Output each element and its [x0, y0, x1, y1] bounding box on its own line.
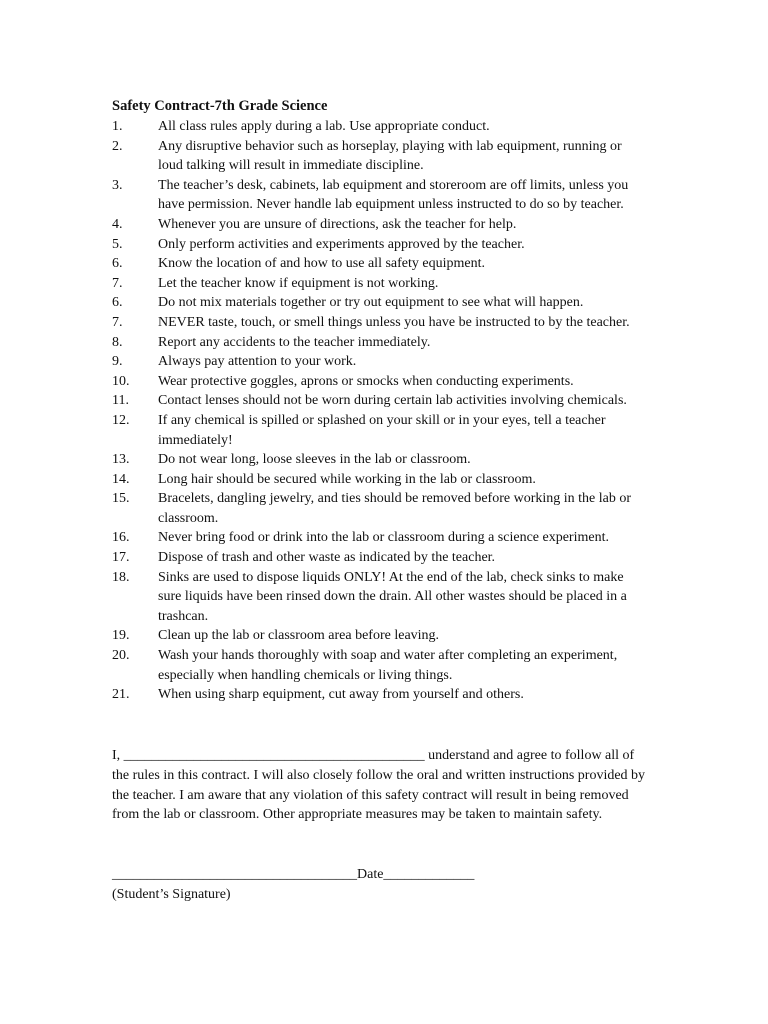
rule-item [112, 411, 672, 450]
rule-item [112, 313, 672, 333]
rule-number: 7. [112, 275, 123, 291]
rule-item [112, 215, 672, 235]
rule-number: 18. [112, 569, 130, 585]
rule-number: 4. [112, 216, 123, 232]
rule-text: Wear protective goggles, aprons or smocks when conducting experiments. [158, 373, 574, 389]
rule-text: Contact lenses should not be worn during certain lab activities involving chemicals. [158, 393, 627, 409]
rule-item [112, 333, 672, 353]
rule-text: The teacher’s desk, cabinets, lab equipment and storeroom are off limits, unless you have permission. Never handle lab equipment unless instructed to do so by teacher. [158, 177, 629, 213]
rule-text: Do not mix materials together or try out equipment to see what will happen. [158, 295, 584, 311]
rule-text: Never bring food or drink into the lab or classroom during a science experiment. [158, 530, 609, 546]
rule-item [112, 372, 672, 392]
rule-item [112, 568, 672, 627]
rule-item [112, 391, 672, 411]
signature-caption: (Student’s Signature) [112, 887, 231, 902]
rule-text: Report any accidents to the teacher immediately. [158, 334, 431, 350]
rule-number: 5. [112, 236, 123, 252]
rule-text: If any chemical is spilled or splashed on your skill or in your eyes, tell a teacher immediately! [158, 412, 606, 448]
rule-number: 17. [112, 550, 130, 566]
rule-number: 3. [112, 177, 123, 193]
rule-item [112, 293, 672, 313]
rule-item [112, 254, 672, 274]
signature-date-line: ___________________________________Date_____________ [112, 867, 475, 882]
rule-item [112, 646, 672, 685]
rule-number: 9. [112, 354, 123, 370]
rule-item [112, 235, 672, 255]
rule-item [112, 528, 672, 548]
rule-number: 14. [112, 471, 130, 487]
rule-text: Long hair should be secured while working in the lab or classroom. [158, 471, 536, 487]
rule-item [112, 548, 672, 568]
rule-number: 8. [112, 334, 123, 350]
rule-number: 1. [112, 119, 123, 134]
rule-text: Sinks are used to dispose liquids ONLY! At the end of the lab, check sinks to make sure liquids have been rinsed down the drain. All other wastes should be placed in a trashcan. [158, 569, 627, 624]
rule-item [112, 450, 672, 470]
rule-item [112, 470, 672, 490]
rule-item [112, 352, 672, 372]
rule-text: NEVER taste, touch, or smell things unless you have be instructed to by the teacher. [158, 314, 630, 330]
rule-number: 7. [112, 314, 123, 330]
rule-number: 2. [112, 138, 123, 154]
rule-text: Clean up the lab or classroom area before leaving. [158, 628, 440, 644]
rule-text: Bracelets, dangling jewelry, and ties should be removed before working in the lab or classroom. [158, 491, 632, 526]
rule-item [112, 137, 672, 176]
rule-item [112, 117, 672, 137]
rule-item [112, 489, 672, 528]
rule-number: 10. [112, 373, 130, 389]
rule-number: 11. [112, 393, 129, 409]
rule-number: 21. [112, 687, 130, 703]
rule-text: Know the location of and how to use all safety equipment. [158, 256, 485, 272]
rule-text: Do not wear long, loose sleeves in the lab or classroom. [158, 452, 471, 468]
rule-number: 12. [112, 412, 130, 428]
rule-number: 19. [112, 628, 130, 644]
rule-number: 13. [112, 452, 130, 468]
rule-text: Only perform activities and experiments approved by the teacher. [158, 236, 525, 252]
rule-text: Always pay attention to your work. [158, 354, 357, 370]
rule-number: 6. [112, 295, 123, 311]
rule-number: 15. [112, 491, 130, 507]
rule-text: Wash your hands thoroughly with soap and water after completing an experiment, especially when handling chemicals or living things. [158, 648, 618, 683]
rule-item [112, 626, 672, 646]
rule-text: Let the teacher know if equipment is not working. [158, 275, 439, 291]
rule-item [112, 274, 672, 294]
rule-item [112, 685, 672, 705]
rule-text: Dispose of trash and other waste as indicated by the teacher. [158, 550, 496, 566]
rule-number: 16. [112, 530, 130, 546]
rules-list [112, 117, 672, 705]
rule-number: 6. [112, 256, 123, 272]
rule-item [112, 176, 672, 215]
agreement-paragraph: I, ___________________________________________ understand and agree to follow all of the rules in this contract. I will also closely follow the oral and written instructions provided by the teacher. I am aware that any violation of this safety contract will result in being removed from the lab or classroom. Other appropriate measures may be taken to maintain safety. [112, 748, 646, 823]
rule-text: All class rules apply during a lab. Use appropriate conduct. [158, 119, 490, 134]
rule-number: 20. [112, 648, 130, 664]
rule-text: Any disruptive behavior such as horseplay, playing with lab equipment, running or loud talking will result in immediate discipline. [158, 138, 622, 174]
rule-text: When using sharp equipment, cut away from yourself and others. [158, 687, 524, 703]
document-title: Safety Contract-7th Grade Science [112, 98, 328, 114]
rule-text: Whenever you are unsure of directions, ask the teacher for help. [158, 216, 517, 232]
